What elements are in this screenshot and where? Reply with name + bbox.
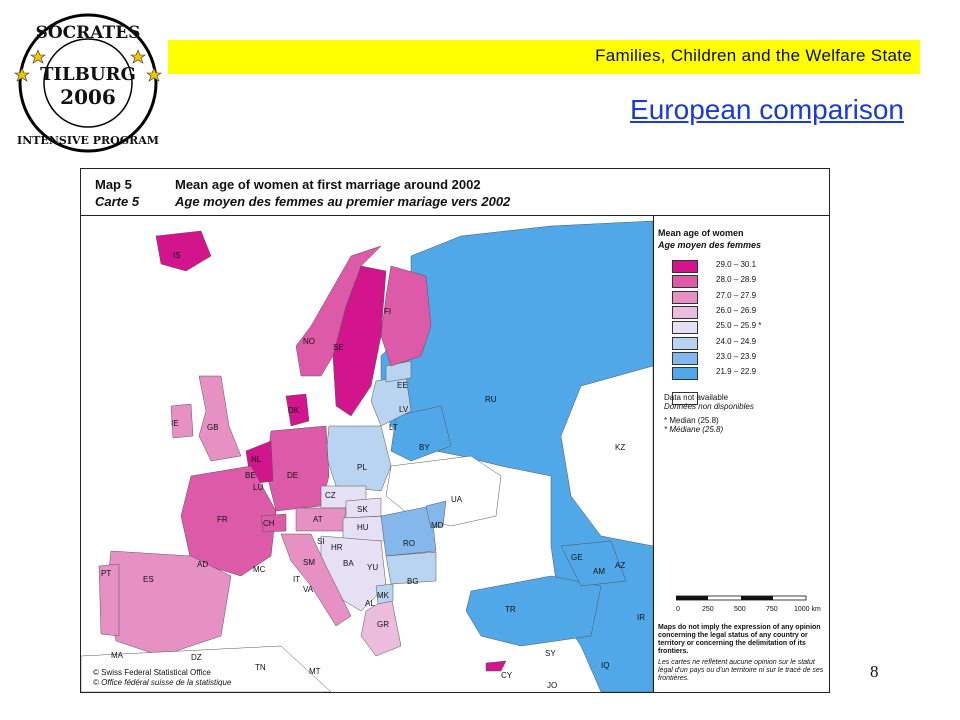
label-dz: DZ xyxy=(191,653,202,662)
label-lu: LU xyxy=(253,483,264,492)
legend-row xyxy=(672,337,822,349)
legend-label: 27.0 – 27.9 xyxy=(716,290,757,300)
map-title-block xyxy=(81,169,829,216)
legend-label: 29.0 – 30.1 xyxy=(716,260,757,269)
logo-middle-text: TILBURG xyxy=(40,64,136,85)
label-md: MD xyxy=(431,521,444,530)
header-subtitle: Families, Children and the Welfare State xyxy=(595,46,912,65)
label-mc: MC xyxy=(253,565,266,574)
label-ge: GE xyxy=(571,553,583,562)
map-title: Mean age of women at first marriage around 2002 xyxy=(175,177,481,192)
scale-500: 500 xyxy=(734,606,746,613)
legend-label: 24.0 – 24.9 xyxy=(716,336,757,346)
region-de xyxy=(266,426,329,511)
legend-median: * Median (25.8) xyxy=(664,416,719,425)
credit-text-fr: © Office fédéral suisse de la statistique xyxy=(93,678,232,687)
label-pl: PL xyxy=(357,463,367,472)
logo-bottom-text: INTENSIVE PROGRAM xyxy=(17,134,159,147)
label-ee: EE xyxy=(397,381,408,390)
disclaimer-text-fr: Les cartes ne reflètent aucune opinion sur le statut légal d'un pays ou d'un territoire ni sur le tracé de ses frontières. xyxy=(658,659,824,682)
label-lt: LT xyxy=(389,423,398,432)
label-pt: PT xyxy=(101,569,112,578)
label-ch: CH xyxy=(263,519,275,528)
legend-row xyxy=(672,306,822,318)
label-hr: HR xyxy=(331,543,343,552)
label-am: AM xyxy=(593,567,605,576)
legend-row xyxy=(672,352,822,364)
label-yu: YU xyxy=(367,563,379,572)
label-se: SE xyxy=(333,343,344,352)
label-dk: DK xyxy=(288,406,300,415)
credit-text: © Swiss Federal Statistical Office xyxy=(93,668,211,677)
logo-top-text: SOCRATES xyxy=(35,23,141,43)
legend-label: 25.0 – 25.9 * xyxy=(716,321,762,331)
label-ua: UA xyxy=(451,495,463,504)
legend-title: Mean age of women xyxy=(658,228,744,238)
label-de: DE xyxy=(287,471,299,480)
legend-title-fr: Age moyen des femmes xyxy=(658,240,762,250)
label-it: IT xyxy=(293,575,301,584)
label-tn: TN xyxy=(255,663,266,672)
legend-row xyxy=(672,321,822,333)
label-gb: GB xyxy=(207,423,219,432)
map-title-fr: Age moyen des femmes au premier mariage vers 2002 xyxy=(175,194,511,209)
legend-swatch xyxy=(672,260,698,273)
label-sm: SM xyxy=(303,558,315,567)
label-ro: RO xyxy=(403,539,415,548)
map-number: Map 5 xyxy=(95,177,132,192)
label-ir: IR xyxy=(637,613,645,622)
label-jo: JO xyxy=(547,681,558,690)
page-number: 8 xyxy=(870,662,879,681)
legend-row xyxy=(672,275,822,287)
legend-swatch xyxy=(672,321,698,334)
label-az: AZ xyxy=(615,561,626,570)
legend-label: 21.9 – 22.9 xyxy=(716,367,757,377)
label-fr: FR xyxy=(217,515,228,524)
legend-label: 28.0 – 28.9 xyxy=(716,275,757,285)
legend-row xyxy=(672,367,822,379)
label-hu: HU xyxy=(357,523,369,532)
legend-label: 23.0 – 23.9 xyxy=(716,351,757,361)
label-ma: MA xyxy=(111,651,123,660)
label-kz: KZ xyxy=(615,443,626,452)
label-iq: IQ xyxy=(601,661,610,670)
label-at: AT xyxy=(313,515,323,524)
scale-250: 250 xyxy=(702,606,714,613)
label-cy: CY xyxy=(501,671,513,680)
label-gr: GR xyxy=(377,620,389,629)
label-ad: AD xyxy=(197,560,209,569)
legend-swatch xyxy=(672,291,698,304)
map-figure xyxy=(80,168,830,693)
label-sy: SY xyxy=(545,649,556,658)
label-fi: FI xyxy=(384,307,392,316)
map-number-fr: Carte 5 xyxy=(95,194,140,209)
label-va: VA xyxy=(303,585,314,594)
label-ie: IE xyxy=(171,419,179,428)
legend-swatch xyxy=(672,306,698,319)
label-sk: SK xyxy=(357,505,368,514)
label-ba: BA xyxy=(343,559,354,568)
label-no: NO xyxy=(303,337,315,346)
logo-year: 2006 xyxy=(60,85,116,109)
legend-na-text: Data not available xyxy=(664,393,729,402)
label-lv: LV xyxy=(399,405,409,414)
label-tr: TR xyxy=(505,605,516,614)
label-is: IS xyxy=(173,251,181,260)
label-ru: RU xyxy=(485,395,497,404)
label-mt: MT xyxy=(309,667,321,676)
europe-map xyxy=(81,216,653,692)
label-es: ES xyxy=(143,575,154,584)
label-by: BY xyxy=(419,443,430,452)
scale-bar xyxy=(676,594,826,616)
scale-1000: 1000 km xyxy=(794,606,821,613)
legend-label: 26.0 – 26.9 xyxy=(716,305,757,315)
label-be: BE xyxy=(245,471,256,480)
legend-swatch xyxy=(672,275,698,288)
legend-median-fr: * Médiane (25.8) xyxy=(664,425,724,434)
label-al: AL xyxy=(365,599,375,608)
label-bg: BG xyxy=(407,577,419,586)
disclaimer-text: Maps do not imply the expression of any opinion concerning the legal status of any country or territory or concerning the delimitation of its frontiers. xyxy=(658,624,821,655)
socrates-logo xyxy=(8,8,168,158)
label-cz: CZ xyxy=(325,491,336,500)
scale-0: 0 xyxy=(676,606,680,613)
legend-row xyxy=(672,291,822,303)
legend-row xyxy=(672,260,822,272)
map-legend xyxy=(653,216,830,692)
legend-swatch xyxy=(672,337,698,350)
legend-swatch xyxy=(672,367,698,380)
legend-swatch xyxy=(672,352,698,365)
legend-na-text-fr: Données non disponibles xyxy=(664,402,754,411)
label-nl: NL xyxy=(251,455,262,464)
region-pl xyxy=(326,426,391,491)
label-si: SI xyxy=(317,537,325,546)
slide-title-link[interactable]: European comparison xyxy=(630,94,904,125)
scale-750: 750 xyxy=(766,606,778,613)
label-mk: MK xyxy=(377,591,389,600)
